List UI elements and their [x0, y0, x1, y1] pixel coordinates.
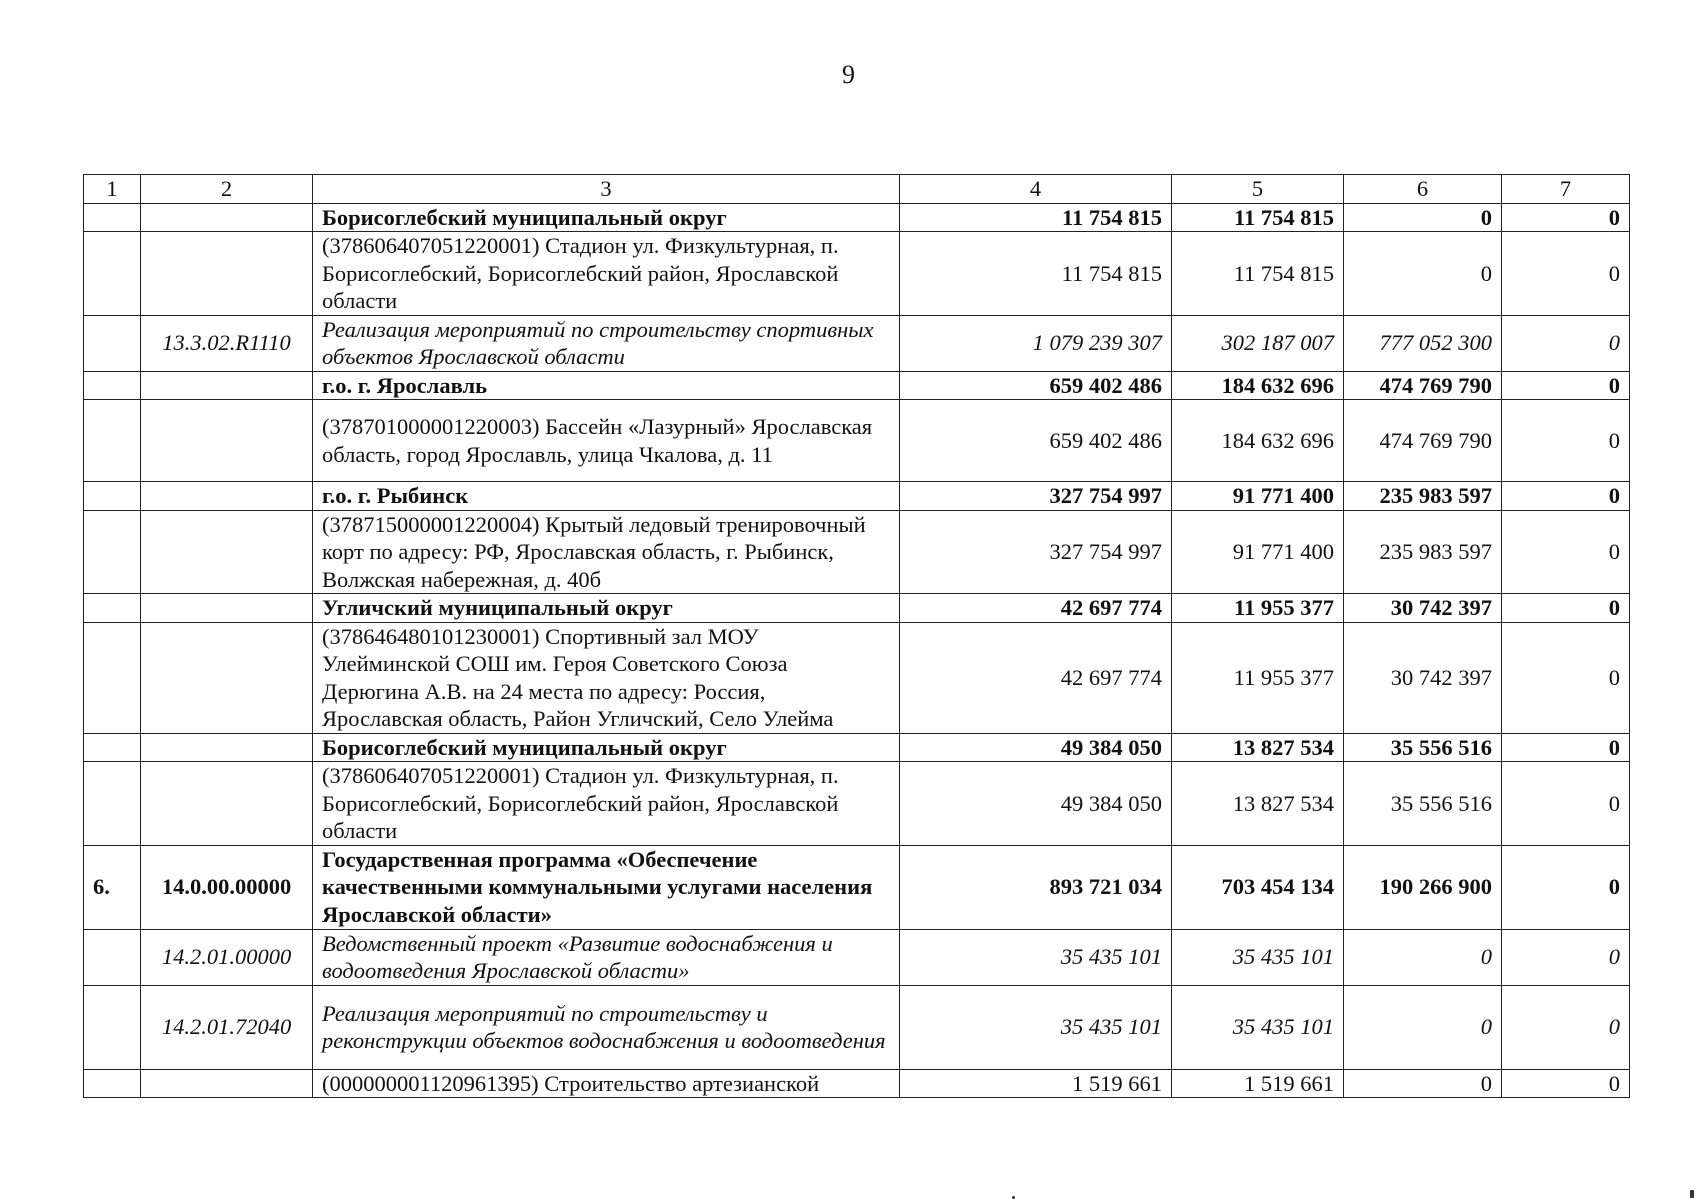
amount-col-4: 1 079 239 307 — [900, 315, 1172, 371]
item-name: (378606407051220001) Стадион ул. Физкультурная, п. Борисоглебский, Борисоглебский район, Ярославской области — [313, 232, 900, 316]
amount-col-5: 11 955 377 — [1172, 622, 1344, 733]
item-name: (378606407051220001) Стадион ул. Физкультурная, п. Борисоглебский, Борисоглебский район, Ярославской области — [313, 762, 900, 846]
budget-code: 13.3.02.R1110 — [141, 315, 313, 371]
amount-col-5: 11 754 815 — [1172, 232, 1344, 316]
column-header: 3 — [313, 175, 900, 204]
amount-col-6: 35 556 516 — [1344, 733, 1502, 762]
amount-col-7: 0 — [1502, 315, 1630, 371]
amount-col-5: 13 827 534 — [1172, 762, 1344, 846]
budget-code — [141, 232, 313, 316]
amount-col-6: 0 — [1344, 929, 1502, 985]
row-number — [84, 232, 141, 316]
amount-col-6: 474 769 790 — [1344, 371, 1502, 400]
table-row — [84, 733, 1630, 762]
row-number — [84, 315, 141, 371]
column-header: 2 — [141, 175, 313, 204]
table-row — [84, 482, 1630, 511]
item-name: г.о. г. Ярославль — [313, 371, 900, 400]
table-row — [84, 985, 1630, 1069]
item-name: (378646480101230001) Спортивный зал МОУ Улейминской СОШ им. Героя Советского Союза Дерюгина А.В. на 24 места по адресу: Россия, Ярославская область, Район Угличский, Село Улейма — [313, 622, 900, 733]
row-number — [84, 400, 141, 482]
amount-col-7: 0 — [1502, 762, 1630, 846]
amount-col-6: 0 — [1344, 232, 1502, 316]
budget-code: 14.0.00.00000 — [141, 845, 313, 929]
amount-col-5: 35 435 101 — [1172, 929, 1344, 985]
row-number — [84, 985, 141, 1069]
amount-col-4: 11 754 815 — [900, 203, 1172, 232]
amount-col-5: 91 771 400 — [1172, 482, 1344, 511]
amount-col-6: 0 — [1344, 1069, 1502, 1098]
item-name: (000000001120961395) Строительство артезианской — [313, 1069, 900, 1098]
scan-speck — [1012, 1196, 1015, 1199]
amount-col-5: 13 827 534 — [1172, 733, 1344, 762]
table-row — [84, 845, 1630, 929]
amount-col-5: 703 454 134 — [1172, 845, 1344, 929]
amount-col-7: 0 — [1502, 203, 1630, 232]
table-row — [84, 315, 1630, 371]
amount-col-4: 11 754 815 — [900, 232, 1172, 316]
amount-col-4: 327 754 997 — [900, 482, 1172, 511]
row-number — [84, 203, 141, 232]
amount-col-7: 0 — [1502, 594, 1630, 623]
amount-col-7: 0 — [1502, 733, 1630, 762]
amount-col-7: 0 — [1502, 985, 1630, 1069]
budget-code — [141, 203, 313, 232]
amount-col-4: 327 754 997 — [900, 510, 1172, 594]
amount-col-4: 35 435 101 — [900, 985, 1172, 1069]
amount-col-7: 0 — [1502, 622, 1630, 733]
budget-code — [141, 762, 313, 846]
table-row — [84, 203, 1630, 232]
amount-col-7: 0 — [1502, 1069, 1630, 1098]
amount-col-6: 0 — [1344, 203, 1502, 232]
amount-col-5: 11 955 377 — [1172, 594, 1344, 623]
amount-col-5: 184 632 696 — [1172, 371, 1344, 400]
amount-col-5: 35 435 101 — [1172, 985, 1344, 1069]
row-number — [84, 733, 141, 762]
budget-code — [141, 482, 313, 511]
amount-col-7: 0 — [1502, 929, 1630, 985]
table-row — [84, 622, 1630, 733]
amount-col-7: 0 — [1502, 371, 1630, 400]
row-number — [84, 762, 141, 846]
table-row — [84, 371, 1630, 400]
header-row — [84, 175, 1630, 204]
table-row — [84, 929, 1630, 985]
amount-col-7: 0 — [1502, 510, 1630, 594]
table-row — [84, 1069, 1630, 1098]
column-header: 5 — [1172, 175, 1344, 204]
item-name: г.о. г. Рыбинск — [313, 482, 900, 511]
budget-code — [141, 733, 313, 762]
item-name: Борисоглебский муниципальный округ — [313, 203, 900, 232]
amount-col-6: 235 983 597 — [1344, 510, 1502, 594]
row-number — [84, 371, 141, 400]
amount-col-7: 0 — [1502, 232, 1630, 316]
amount-col-4: 35 435 101 — [900, 929, 1172, 985]
page-number: 9 — [842, 60, 855, 89]
amount-col-6: 190 266 900 — [1344, 845, 1502, 929]
amount-col-6: 474 769 790 — [1344, 400, 1502, 482]
amount-col-5: 302 187 007 — [1172, 315, 1344, 371]
item-name: Угличский муниципальный округ — [313, 594, 900, 623]
amount-col-7: 0 — [1502, 400, 1630, 482]
amount-col-5: 1 519 661 — [1172, 1069, 1344, 1098]
budget-code — [141, 510, 313, 594]
row-number — [84, 482, 141, 511]
scan-speck — [1690, 1190, 1694, 1198]
amount-col-7: 0 — [1502, 845, 1630, 929]
amount-col-5: 11 754 815 — [1172, 203, 1344, 232]
item-name: (378701000001220003) Бассейн «Лазурный» Ярославская область, город Ярославль, улица Чкалова, д. 11 — [313, 400, 900, 482]
amount-col-4: 1 519 661 — [900, 1069, 1172, 1098]
budget-code — [141, 1069, 313, 1098]
table-row — [84, 762, 1630, 846]
row-number — [84, 622, 141, 733]
amount-col-7: 0 — [1502, 482, 1630, 511]
amount-col-4: 659 402 486 — [900, 371, 1172, 400]
table-row — [84, 510, 1630, 594]
row-number — [84, 510, 141, 594]
item-name: Реализация мероприятий по строительству спортивных объектов Ярославской области — [313, 315, 900, 371]
amount-col-4: 893 721 034 — [900, 845, 1172, 929]
row-number: 6. — [84, 845, 141, 929]
amount-col-4: 49 384 050 — [900, 762, 1172, 846]
amount-col-6: 30 742 397 — [1344, 594, 1502, 623]
amount-col-6: 30 742 397 — [1344, 622, 1502, 733]
amount-col-4: 42 697 774 — [900, 622, 1172, 733]
table-row — [84, 594, 1630, 623]
item-name: (378715000001220004) Крытый ледовый тренировочный корт по адресу: РФ, Ярославская область, г. Рыбинск, Волжская набережная, д. 40б — [313, 510, 900, 594]
column-header: 7 — [1502, 175, 1630, 204]
amount-col-4: 49 384 050 — [900, 733, 1172, 762]
budget-code — [141, 594, 313, 623]
budget-code — [141, 622, 313, 733]
amount-col-6: 235 983 597 — [1344, 482, 1502, 511]
amount-col-6: 0 — [1344, 985, 1502, 1069]
item-name: Государственная программа «Обеспечение качественными коммунальными услугами населения Ярославской области» — [313, 845, 900, 929]
row-number — [84, 929, 141, 985]
table-row — [84, 400, 1630, 482]
budget-code — [141, 400, 313, 482]
amount-col-5: 184 632 696 — [1172, 400, 1344, 482]
budget-table — [83, 174, 1630, 1098]
amount-col-4: 659 402 486 — [900, 400, 1172, 482]
budget-code: 14.2.01.00000 — [141, 929, 313, 985]
column-header: 4 — [900, 175, 1172, 204]
row-number — [84, 594, 141, 623]
column-header: 1 — [84, 175, 141, 204]
budget-code — [141, 371, 313, 400]
row-number — [84, 1069, 141, 1098]
budget-code: 14.2.01.72040 — [141, 985, 313, 1069]
table-row — [84, 232, 1630, 316]
column-header: 6 — [1344, 175, 1502, 204]
item-name: Реализация мероприятий по строительству и реконструкции объектов водоснабжения и водоотведения — [313, 985, 900, 1069]
item-name: Ведомственный проект «Развитие водоснабжения и водоотведения Ярославской области» — [313, 929, 900, 985]
amount-col-5: 91 771 400 — [1172, 510, 1344, 594]
amount-col-4: 42 697 774 — [900, 594, 1172, 623]
amount-col-6: 777 052 300 — [1344, 315, 1502, 371]
amount-col-6: 35 556 516 — [1344, 762, 1502, 846]
item-name: Борисоглебский муниципальный округ — [313, 733, 900, 762]
